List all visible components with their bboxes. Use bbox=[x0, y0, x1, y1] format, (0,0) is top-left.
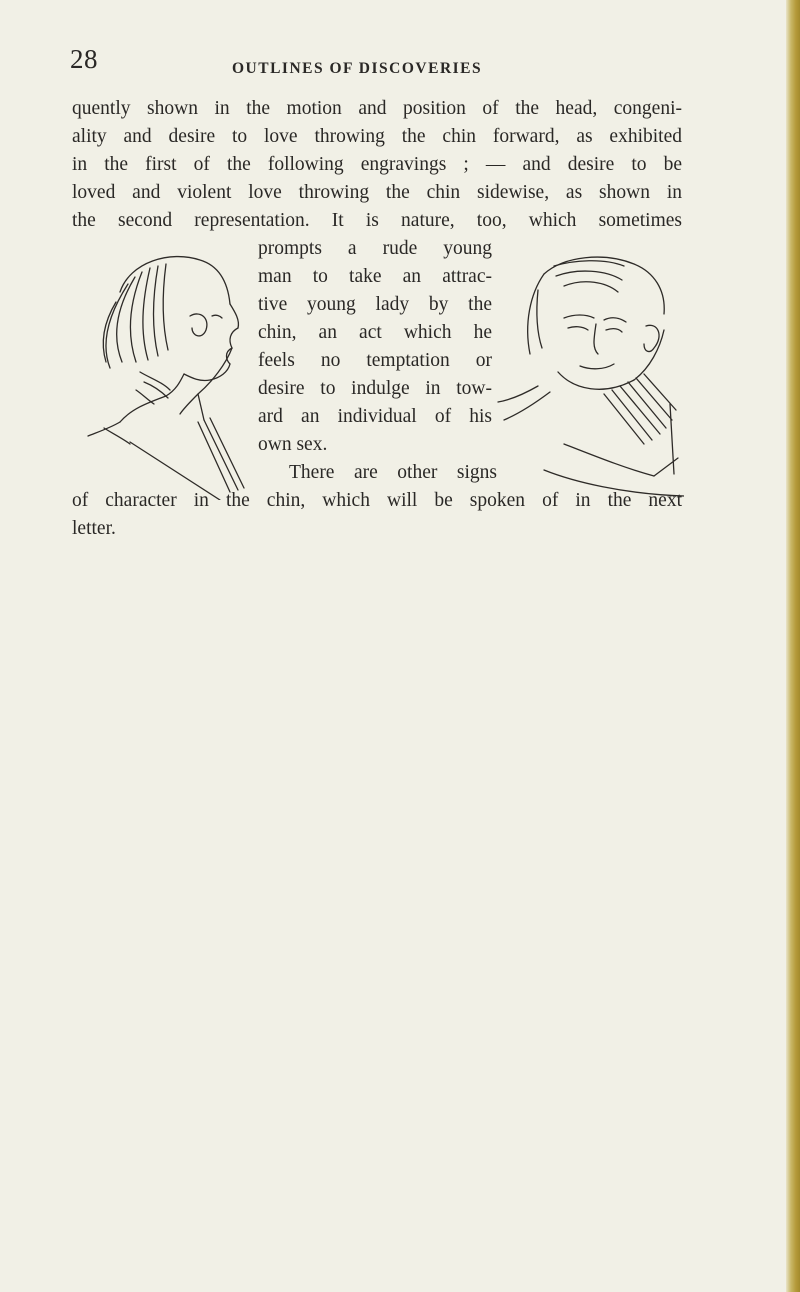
running-head: OUTLINES OF DISCOVERIES bbox=[232, 60, 483, 77]
body-line-6: of character in the chin, which will be spoken of in the next bbox=[72, 490, 682, 511]
body-line-7: letter. bbox=[72, 518, 116, 539]
wrapped-line-5: feels no temptation or bbox=[258, 350, 492, 371]
wrapped-line-8: own sex. bbox=[258, 434, 328, 455]
wrapped-line-3: tive young lady by the bbox=[258, 294, 492, 315]
page-edge bbox=[786, 0, 800, 1292]
wrapped-line-9: There are other signs bbox=[289, 462, 497, 483]
wrapped-line-6: desire to indulge in tow- bbox=[258, 378, 492, 399]
engraving-chin-sidewise bbox=[494, 244, 684, 500]
wrapped-line-2: man to take an attrac- bbox=[258, 266, 492, 287]
wrapped-line-7: ard an individual of his bbox=[258, 406, 492, 427]
body-line-4: loved and violent love throwing the chin sidewise, as shown in bbox=[72, 182, 682, 203]
engraving-chin-forward bbox=[80, 232, 260, 500]
wrapped-line-4: chin, an act which he bbox=[258, 322, 492, 343]
body-line-2: ality and desire to love throwing the chin forward, as exhibited bbox=[72, 126, 682, 147]
body-line-3: in the first of the following engravings ; — and desire to be bbox=[72, 154, 682, 175]
wrapped-line-1: prompts a rude young bbox=[258, 238, 492, 259]
page-number: 28 bbox=[70, 44, 98, 74]
body-line-5: the second representation. It is nature, too, which sometimes bbox=[72, 210, 682, 231]
body-line-1: quently shown in the motion and position of the head, congeni- bbox=[72, 98, 682, 119]
